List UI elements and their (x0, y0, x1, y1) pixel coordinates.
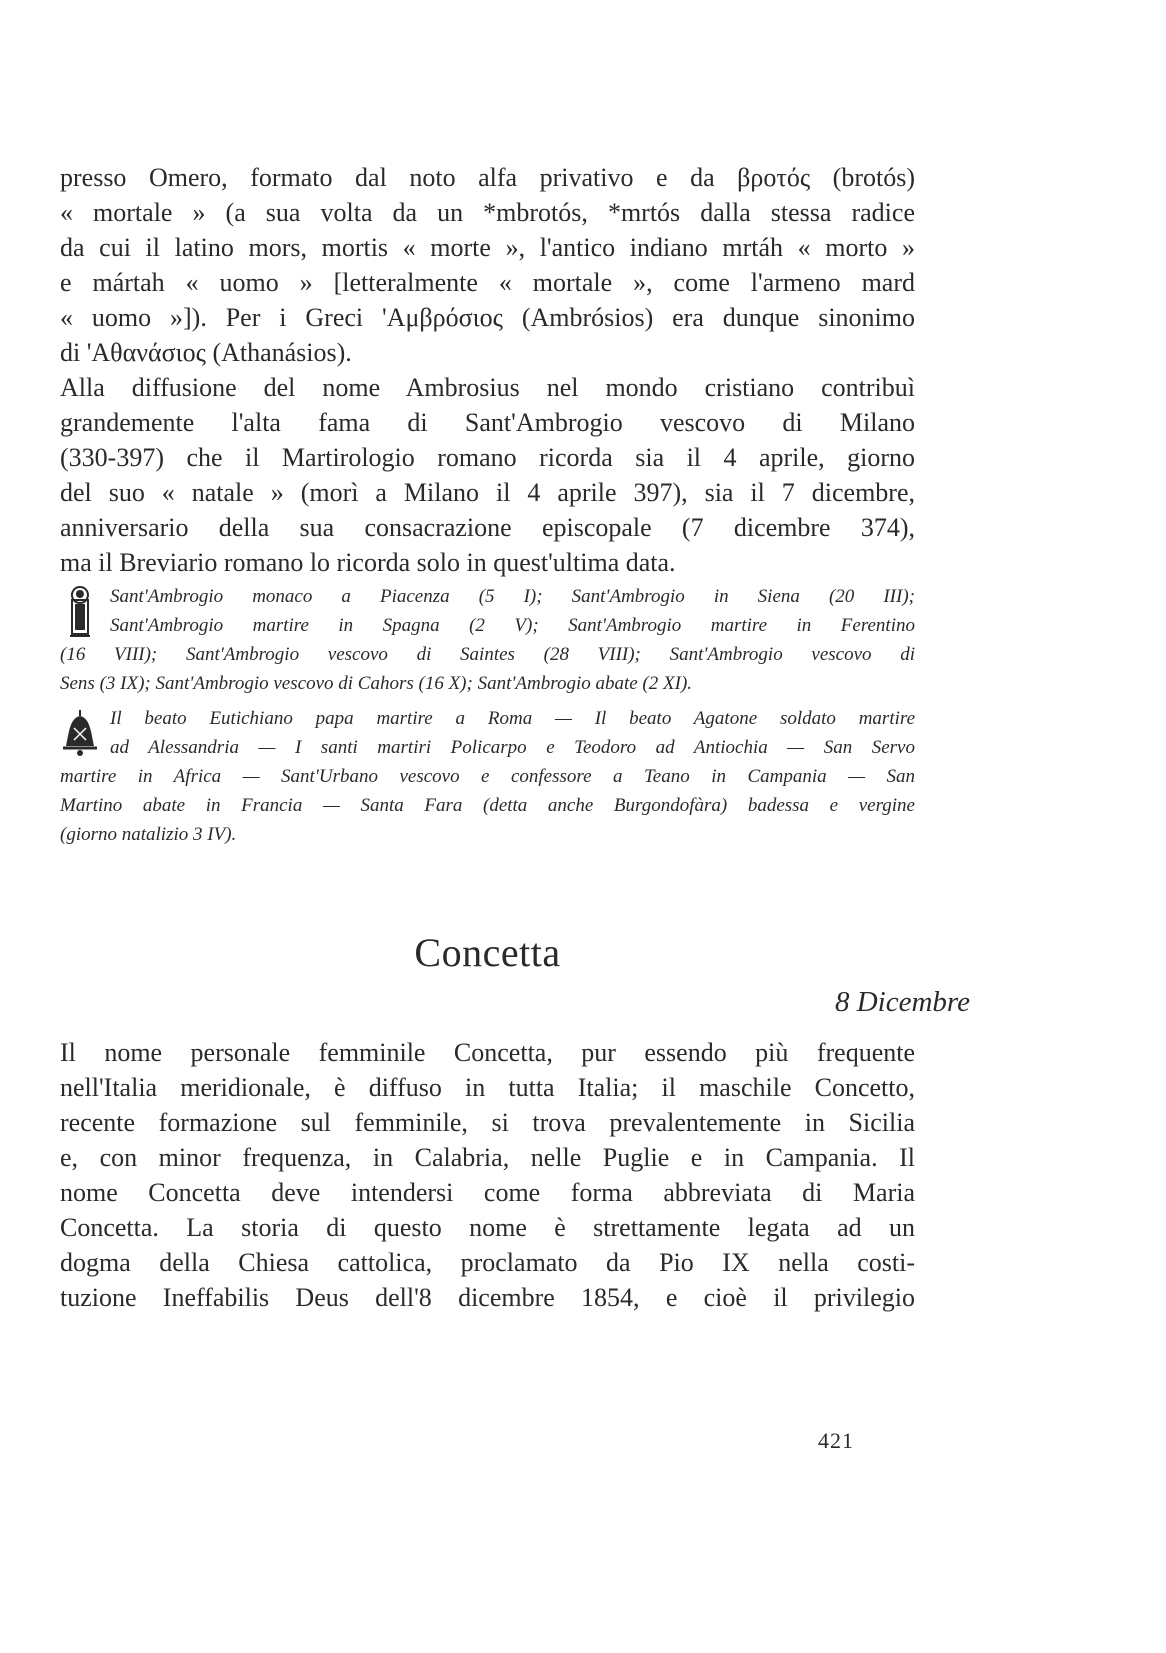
text-line: e, con minor frequenza, in Calabria, nelle Puglie e in Campania. Il (60, 1143, 915, 1172)
paragraph-concetta (60, 1035, 915, 1315)
saint-figure-icon (60, 584, 100, 638)
note-line: Martino abate in Francia — Santa Fara (detta anche Burgondofàra) badessa e vergine (60, 795, 915, 816)
text-line: nell'Italia meridionale, è diffuso in tutta Italia; il maschile Concetto, (60, 1073, 915, 1102)
note-line: Sant'Ambrogio monaco a Piacenza (5 I); Sant'Ambrogio in Siena (20 III); (110, 586, 915, 607)
note-other-saints (60, 704, 915, 849)
feast-date: 8 Dicembre (834, 986, 970, 1018)
text-line: nome Concetta deve intendersi come forma abbreviata di Maria (60, 1178, 915, 1207)
note-line: Sant'Ambrogio martire in Spagna (2 V); Sant'Ambrogio martire in Ferentino (110, 615, 915, 636)
text-line: ma il Breviario romano lo ricorda solo in quest'ultima data. (60, 548, 676, 577)
book-page (60, 160, 970, 1315)
text-line: Concetta. La storia di questo nome è strettamente legata ad un (60, 1213, 915, 1242)
text-line: anniversario della sua consacrazione episcopale (7 dicembre 374), (60, 513, 915, 542)
paragraph-etymology (60, 160, 915, 370)
note-line: Sens (3 IX); Sant'Ambrogio vescovo di Cahors (16 X); Sant'Ambrogio abate (2 XI). (60, 673, 693, 694)
note-line: (16 VIII); Sant'Ambrogio vescovo di Saintes (28 VIII); Sant'Ambrogio vescovo di (60, 644, 915, 665)
text-line: di 'Αθανάσιος (Athanásios). (60, 338, 352, 367)
text-line: « uomo »]). Per i Greci 'Αμβρόσιος (Ambrósios) era dunque sinonimo (60, 303, 915, 332)
text-line: recente formazione sul femminile, si trova prevalentemente in Sicilia (60, 1108, 915, 1137)
entry-heading: Concetta (414, 930, 561, 975)
text-line: e mártah « uomo » [letteralmente « mortale », come l'armeno mard (60, 268, 915, 297)
text-line: dogma della Chiesa cattolica, proclamato da Pio IX nella costi- (60, 1248, 915, 1277)
note-line: ad Alessandria — I santi martiri Policarpo e Teodoro ad Antiochia — San Servo (110, 737, 915, 758)
text-line: (330-397) che il Martirologio romano ricorda sia il 4 aprile, giorno (60, 443, 915, 472)
bell-icon (60, 706, 100, 760)
note-line: Il beato Eutichiano papa martire a Roma — Il beato Agatone soldato martire (110, 708, 915, 729)
text-line: del suo « natale » (morì a Milano il 4 aprile 397), sia il 7 dicembre, (60, 478, 915, 507)
text-line: Alla diffusione del nome Ambrosius nel mondo cristiano contribuì (60, 373, 915, 402)
page-number: 421 (818, 1428, 854, 1453)
text-line: tuzione Ineffabilis Deus dell'8 dicembre 1854, e cioè il privilegio (60, 1283, 915, 1312)
text-line: grandemente l'alta fama di Sant'Ambrogio vescovo di Milano (60, 408, 915, 437)
note-saints-ambrogio (60, 582, 915, 698)
text-line: da cui il latino mors, mortis « morte », l'antico indiano mrtáh « morto » (60, 233, 915, 262)
text-line: « mortale » (a sua volta da un *mbrotós, *mrtós dalla stessa radice (60, 198, 915, 227)
note-line: martire in Africa — Sant'Urbano vescovo e confessore a Teano in Campania — San (60, 766, 915, 787)
text-line: Il nome personale femminile Concetta, pur essendo più frequente (60, 1038, 915, 1067)
text-line: presso Omero, formato dal noto alfa privativo e da βροτός (brotós) (60, 163, 915, 192)
note-line: (giorno natalizio 3 IV). (60, 824, 237, 845)
paragraph-diffusion (60, 370, 915, 580)
